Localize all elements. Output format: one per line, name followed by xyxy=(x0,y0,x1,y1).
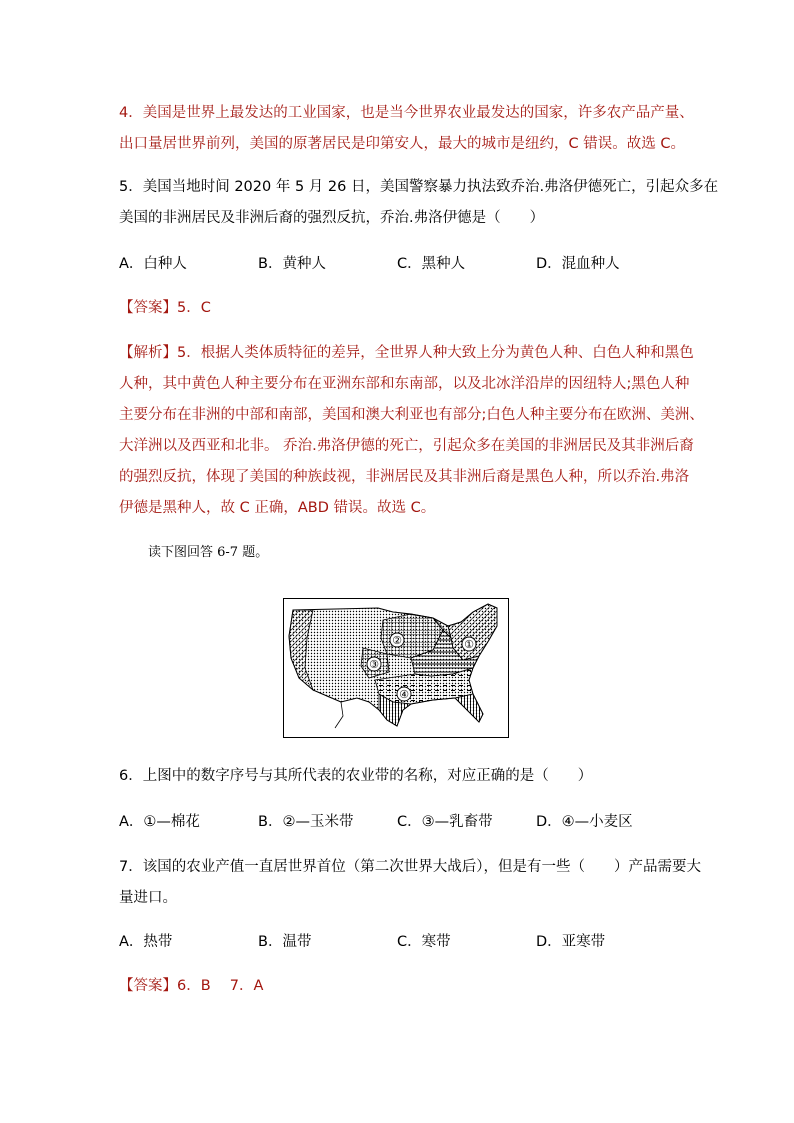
q4-explanation-line-2: 出口量居世界前列，美国的原著居民是印第安人，最大的城市是纽约，C 错误。故选 C。 xyxy=(119,136,685,152)
q6-stem: 6．上图中的数字序号与其所代表的农业带的名称，对应正确的是（ ） xyxy=(119,768,593,784)
q7-option-d: D．亚寒带 xyxy=(536,934,606,950)
svg-text:④: ④ xyxy=(399,688,409,701)
q7-stem-line-2: 量进口。 xyxy=(119,890,177,906)
q6-option-d: D．④—小麦区 xyxy=(536,814,633,830)
us-agriculture-belt-map xyxy=(283,598,509,738)
q7-option-b: B．温带 xyxy=(258,934,312,950)
svg-text:②: ② xyxy=(392,634,402,647)
marker-3 xyxy=(367,657,381,671)
map-hint: 读下图回答 6-7 题。 xyxy=(148,545,269,560)
q5-stem-line-2: 美国的非洲居民及非洲后裔的强烈反抗，乔治.弗洛伊德是（ ） xyxy=(119,210,545,226)
q5-analysis-line-3: 主要分布在非洲的中部和南部，美国和澳大利亚也有部分;白色人种主要分布在欧洲、美洲、 xyxy=(119,407,704,423)
svg-text:①: ① xyxy=(464,638,474,651)
q5-answer: 【答案】5．C xyxy=(119,300,211,316)
q5-option-a: A．白种人 xyxy=(119,256,187,272)
q7-option-c: C．寒带 xyxy=(397,934,451,950)
marker-1 xyxy=(462,637,476,651)
q7-stem-line-1: 7．该国的农业产值一直居世界首位（第二次世界大战后），但是有一些（ ）产品需要大 xyxy=(119,859,701,875)
q5-option-c: C．黑种人 xyxy=(397,256,466,272)
q5-analysis-line-4: 大洋洲以及西亚和北非。 乔治.弗洛伊德的死亡，引起众多在美国的非洲居民及其非洲后裔 xyxy=(119,438,694,454)
q4-explanation-line-1: 4．美国是世界上最发达的工业国家，也是当今世界农业最发达的国家，许多农产品产量、 xyxy=(119,105,694,121)
q6-option-c: C．③—乳畜带 xyxy=(397,814,493,830)
q6-q7-answer: 【答案】6．B 7．A xyxy=(119,978,264,994)
q5-option-d: D．混血种人 xyxy=(536,256,620,272)
q5-option-b: B．黄种人 xyxy=(258,256,326,272)
q5-stem-line-1: 5．美国当地时间 2020 年 5 月 26 日，美国警察暴力执法致乔治.弗洛伊德死亡，引起众多在 xyxy=(119,179,719,195)
marker-4 xyxy=(397,687,411,701)
q5-analysis-line-5: 的强烈反抗，体现了美国的种族歧视，非洲居民及其非洲后裔是黑色人种，所以乔治.弗洛 xyxy=(119,469,690,485)
q5-analysis-line-2: 人种，其中黄色人种主要分布在亚洲东部和东南部，以及北冰洋沿岸的因纽特人;黑色人种 xyxy=(119,376,690,392)
svg-text:③: ③ xyxy=(369,658,379,671)
q6-option-b: B．②—玉米带 xyxy=(258,814,354,830)
q5-analysis-line-6: 伊德是黑种人，故 C 正确，ABD 错误。故选 C。 xyxy=(119,500,436,516)
marker-2 xyxy=(390,633,404,647)
q5-analysis-line-1: 【解析】5．根据人类体质特征的差异，全世界人种大致上分为黄色人种、白色人种和黑色 xyxy=(119,345,694,361)
q7-option-a: A．热带 xyxy=(119,934,173,950)
q6-option-a: A．①—棉花 xyxy=(119,814,200,830)
